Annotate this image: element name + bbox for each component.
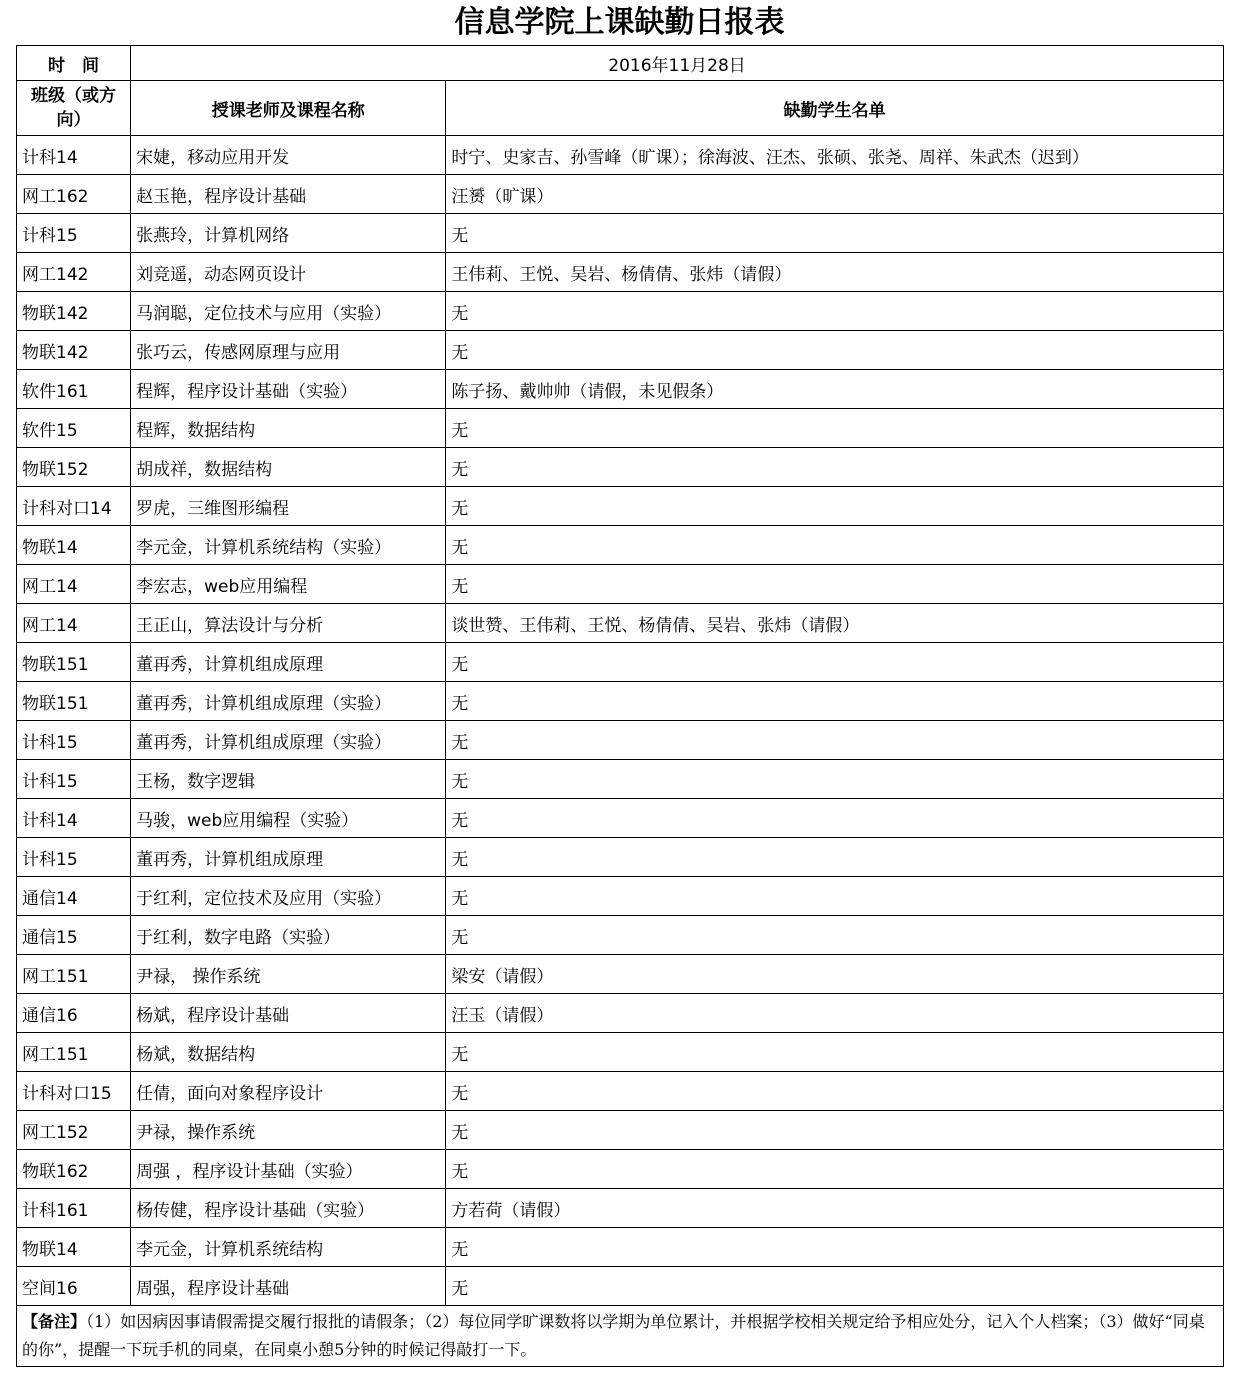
remark-row — [17, 1306, 1224, 1367]
row-class-cell: 物联151 — [17, 643, 131, 682]
time-row — [17, 46, 1224, 81]
row-course-cell: 罗虎，三维图形编程 — [131, 487, 446, 526]
table-row — [17, 994, 1224, 1033]
remark-label: 【备注】 — [22, 1312, 87, 1331]
row-class-cell: 计科14 — [17, 136, 131, 175]
table-row — [17, 526, 1224, 565]
row-course-cell: 李元金，计算机系统结构（实验） — [131, 526, 446, 565]
row-absent-cell: 无 — [446, 565, 1224, 604]
table-row — [17, 1072, 1224, 1111]
table-row — [17, 253, 1224, 292]
row-class-cell: 通信14 — [17, 877, 131, 916]
table-row — [17, 136, 1224, 175]
row-class-cell: 计科15 — [17, 838, 131, 877]
table-row — [17, 1267, 1224, 1306]
row-class-cell: 软件15 — [17, 409, 131, 448]
row-class-cell: 网工152 — [17, 1111, 131, 1150]
row-class-cell: 物联142 — [17, 331, 131, 370]
table-row — [17, 916, 1224, 955]
row-class-cell: 计科对口14 — [17, 487, 131, 526]
header-teacher-course: 授课老师及课程名称 — [131, 81, 446, 136]
row-class-cell: 通信15 — [17, 916, 131, 955]
report-title: 信息学院上课缺勤日报表 — [454, 5, 785, 40]
row-course-cell: 尹禄， 操作系统 — [131, 955, 446, 994]
row-class-cell: 物联152 — [17, 448, 131, 487]
row-absent-cell: 无 — [446, 526, 1224, 565]
table-row — [17, 331, 1224, 370]
row-absent-cell: 梁安（请假） — [446, 955, 1224, 994]
row-absent-cell: 无 — [446, 331, 1224, 370]
row-absent-cell: 无 — [446, 877, 1224, 916]
remark-text: （1）如因病因事请假需提交履行报批的请假条；（2）每位同学旷课数将以学期为单位累计，并根据学校相关规定给予相应处分，记入个人档案；（3）做好“同桌的你”，提醒一下玩手机的同桌，在同桌小憩5分钟的时候记得敲打一下。 — [22, 1312, 1205, 1359]
table-row — [17, 604, 1224, 643]
row-absent-cell: 无 — [446, 292, 1224, 331]
table-row — [17, 175, 1224, 214]
table-row — [17, 292, 1224, 331]
row-course-cell: 董再秀，计算机组成原理 — [131, 838, 446, 877]
report-date: 2016年11月28日 — [131, 46, 1224, 81]
header-class: 班级（或方向） — [17, 81, 131, 136]
header-absent-students: 缺勤学生名单 — [446, 81, 1224, 136]
row-absent-cell: 汪赟（旷课） — [446, 175, 1224, 214]
table-row — [17, 838, 1224, 877]
row-absent-cell: 陈子扬、戴帅帅（请假，未见假条） — [446, 370, 1224, 409]
header-row — [17, 81, 1224, 136]
row-course-cell: 宋婕，移动应用开发 — [131, 136, 446, 175]
table-row — [17, 214, 1224, 253]
row-class-cell: 物联14 — [17, 526, 131, 565]
remark-cell — [17, 1306, 1224, 1367]
table-row — [17, 1228, 1224, 1267]
row-class-cell: 计科15 — [17, 760, 131, 799]
row-absent-cell: 无 — [446, 916, 1224, 955]
row-course-cell: 周强，程序设计基础 — [131, 1267, 446, 1306]
row-course-cell: 董再秀，计算机组成原理（实验） — [131, 721, 446, 760]
row-class-cell: 空间16 — [17, 1267, 131, 1306]
row-course-cell: 李元金，计算机系统结构 — [131, 1228, 446, 1267]
row-absent-cell: 时宁、史家吉、孙雪峰（旷课）；徐海波、汪杰、张硕、张尧、周祥、朱武杰（迟到） — [446, 136, 1224, 175]
table-row — [17, 643, 1224, 682]
row-absent-cell: 无 — [446, 1150, 1224, 1189]
row-class-cell: 计科161 — [17, 1189, 131, 1228]
row-absent-cell: 无 — [446, 760, 1224, 799]
table-row — [17, 370, 1224, 409]
row-class-cell: 计科15 — [17, 214, 131, 253]
row-course-cell: 胡成祥，数据结构 — [131, 448, 446, 487]
row-course-cell: 董再秀，计算机组成原理（实验） — [131, 682, 446, 721]
row-absent-cell: 无 — [446, 214, 1224, 253]
table-row — [17, 487, 1224, 526]
row-class-cell: 计科14 — [17, 799, 131, 838]
row-class-cell: 物联162 — [17, 1150, 131, 1189]
row-course-cell: 杨斌，数据结构 — [131, 1033, 446, 1072]
row-absent-cell: 无 — [446, 487, 1224, 526]
row-absent-cell: 无 — [446, 1228, 1224, 1267]
table-row — [17, 1150, 1224, 1189]
row-class-cell: 网工14 — [17, 565, 131, 604]
row-course-cell: 王杨，数字逻辑 — [131, 760, 446, 799]
row-absent-cell: 无 — [446, 1267, 1224, 1306]
time-label: 时 间 — [17, 46, 131, 81]
row-course-cell: 杨斌，程序设计基础 — [131, 994, 446, 1033]
row-course-cell: 杨传健，程序设计基础（实验） — [131, 1189, 446, 1228]
row-class-cell: 物联14 — [17, 1228, 131, 1267]
row-course-cell: 于红利，定位技术及应用（实验） — [131, 877, 446, 916]
row-course-cell: 任倩，面向对象程序设计 — [131, 1072, 446, 1111]
row-absent-cell: 谈世赞、王伟莉、王悦、杨倩倩、吴岩、张炜（请假） — [446, 604, 1224, 643]
table-row — [17, 760, 1224, 799]
table-row — [17, 409, 1224, 448]
row-course-cell: 于红利，数字电路（实验） — [131, 916, 446, 955]
row-course-cell: 周强 ，程序设计基础（实验） — [131, 1150, 446, 1189]
row-absent-cell: 无 — [446, 682, 1224, 721]
row-class-cell: 计科对口15 — [17, 1072, 131, 1111]
row-absent-cell: 无 — [446, 721, 1224, 760]
row-course-cell: 赵玉艳，程序设计基础 — [131, 175, 446, 214]
row-absent-cell: 方若荷（请假） — [446, 1189, 1224, 1228]
row-absent-cell: 汪玉（请假） — [446, 994, 1224, 1033]
row-course-cell: 张燕玲，计算机网络 — [131, 214, 446, 253]
row-class-cell: 计科15 — [17, 721, 131, 760]
row-class-cell: 物联142 — [17, 292, 131, 331]
attendance-table — [16, 45, 1224, 1367]
row-course-cell: 马润聪，定位技术与应用（实验） — [131, 292, 446, 331]
table-row — [17, 721, 1224, 760]
row-absent-cell: 无 — [446, 838, 1224, 877]
row-course-cell: 董再秀，计算机组成原理 — [131, 643, 446, 682]
row-course-cell: 马骏，web应用编程（实验） — [131, 799, 446, 838]
row-class-cell: 网工142 — [17, 253, 131, 292]
row-course-cell: 尹禄，操作系统 — [131, 1111, 446, 1150]
row-class-cell: 物联151 — [17, 682, 131, 721]
table-row — [17, 1033, 1224, 1072]
row-absent-cell: 无 — [446, 1033, 1224, 1072]
row-absent-cell: 无 — [446, 1072, 1224, 1111]
table-row — [17, 877, 1224, 916]
row-absent-cell: 无 — [446, 799, 1224, 838]
row-absent-cell: 无 — [446, 1111, 1224, 1150]
row-course-cell: 刘竞遥，动态网页设计 — [131, 253, 446, 292]
table-row — [17, 955, 1224, 994]
row-absent-cell: 无 — [446, 643, 1224, 682]
row-absent-cell: 王伟莉、王悦、吴岩、杨倩倩、张炜（请假） — [446, 253, 1224, 292]
row-class-cell: 网工14 — [17, 604, 131, 643]
table-row — [17, 1111, 1224, 1150]
row-class-cell: 软件161 — [17, 370, 131, 409]
row-course-cell: 王正山，算法设计与分析 — [131, 604, 446, 643]
row-course-cell: 张巧云，传感网原理与应用 — [131, 331, 446, 370]
table-row — [17, 565, 1224, 604]
table-row — [17, 448, 1224, 487]
row-class-cell: 网工151 — [17, 955, 131, 994]
row-absent-cell: 无 — [446, 448, 1224, 487]
row-class-cell: 通信16 — [17, 994, 131, 1033]
row-course-cell: 李宏志，web应用编程 — [131, 565, 446, 604]
row-class-cell: 网工151 — [17, 1033, 131, 1072]
table-row — [17, 682, 1224, 721]
row-course-cell: 程辉，数据结构 — [131, 409, 446, 448]
row-class-cell: 网工162 — [17, 175, 131, 214]
table-row — [17, 799, 1224, 838]
row-course-cell: 程辉，程序设计基础（实验） — [131, 370, 446, 409]
table-row — [17, 1189, 1224, 1228]
row-absent-cell: 无 — [446, 409, 1224, 448]
